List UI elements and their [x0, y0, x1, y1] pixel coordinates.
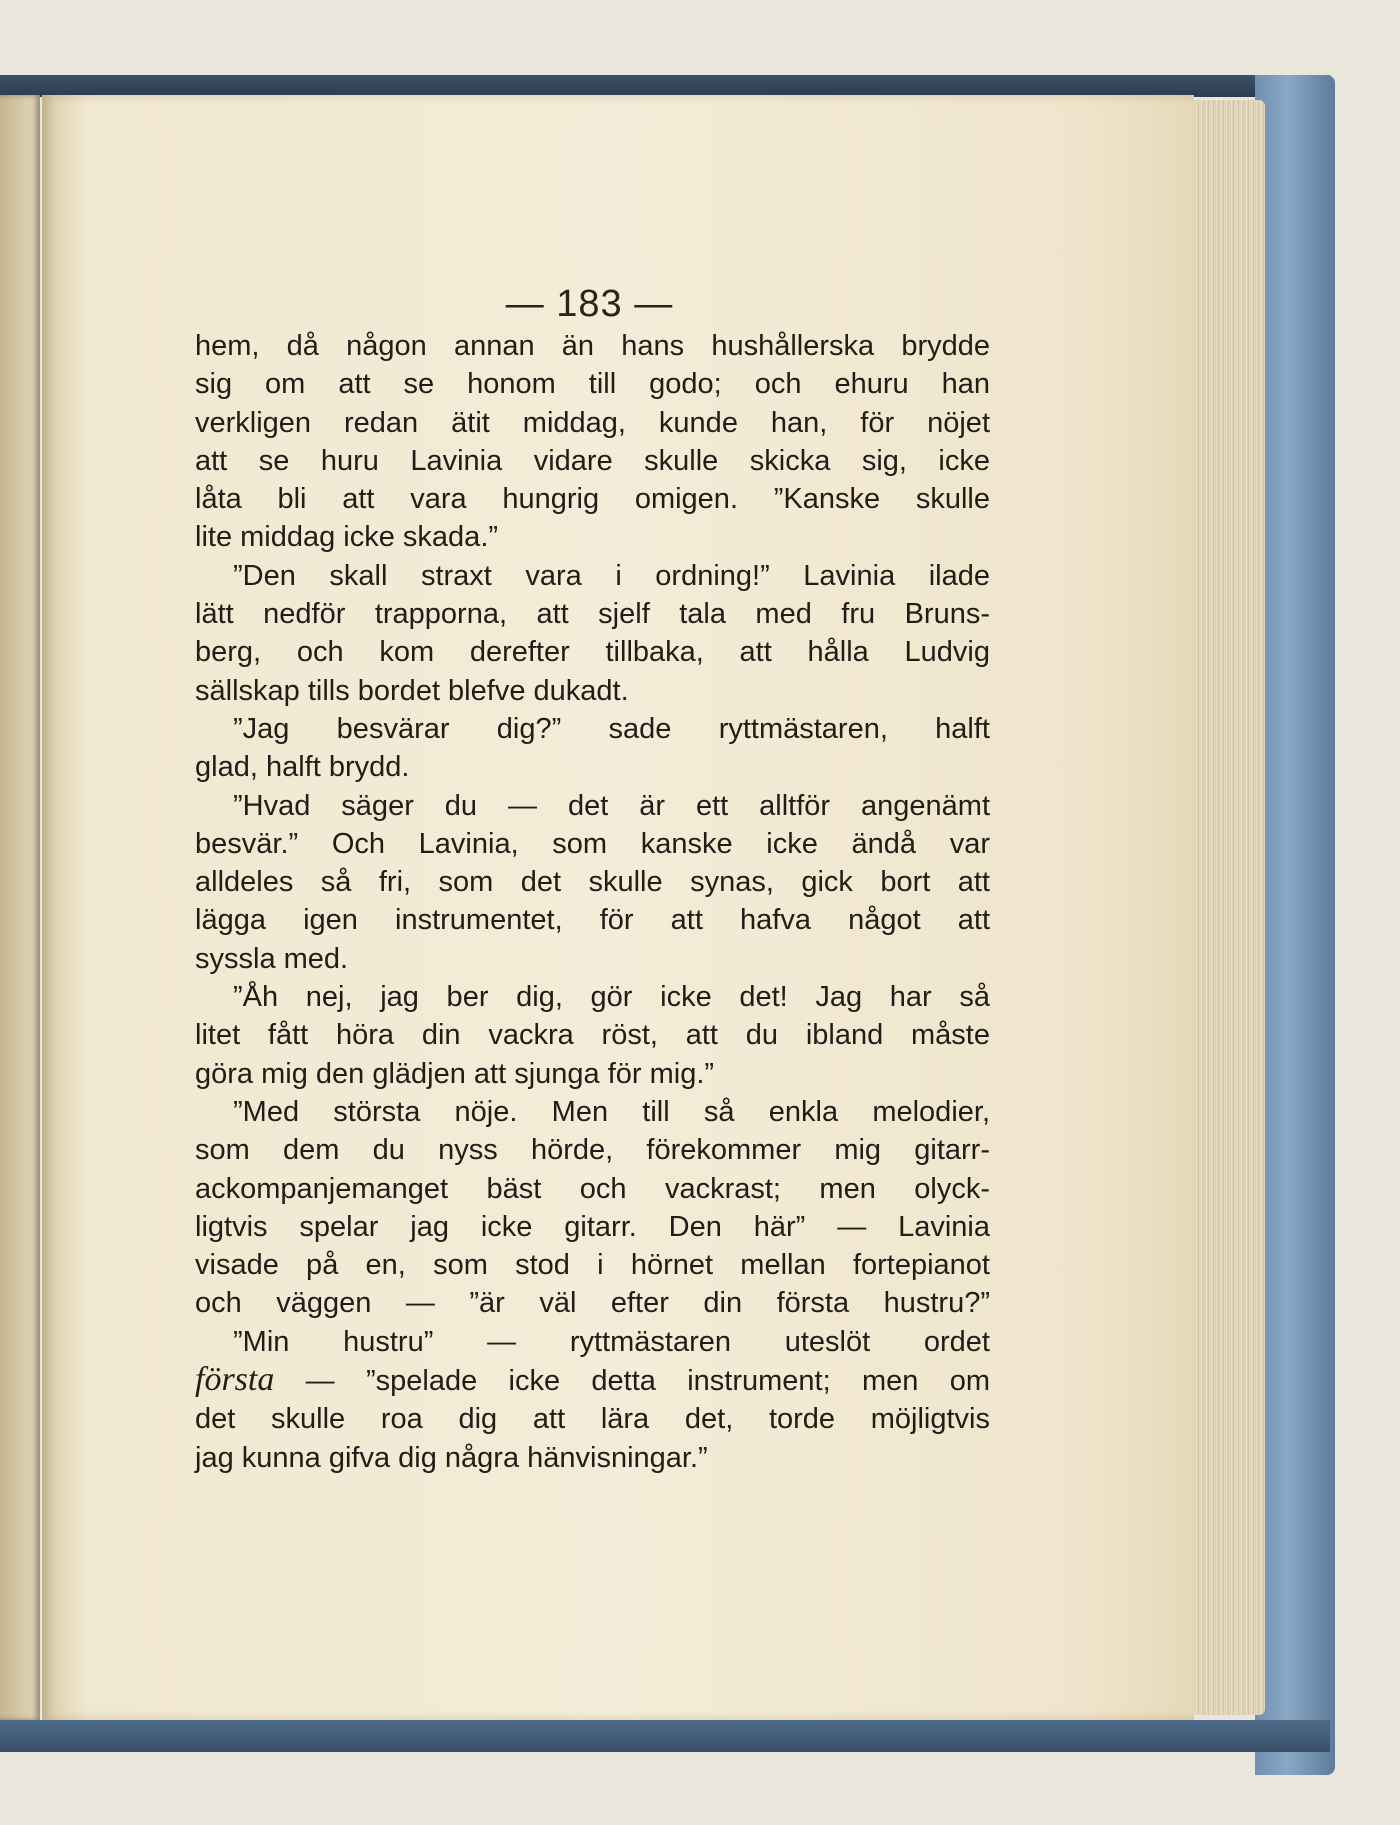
text-line: ”Den skall straxt vara i ordning!” Lavinia ilade	[233, 559, 990, 592]
book-cover-right-edge	[1255, 75, 1335, 1775]
text-line: det skulle roa dig att lära det, torde möjligtvis	[195, 1403, 990, 1436]
text-line: alldeles så fri, som det skulle synas, gick bort att	[195, 866, 990, 899]
text-line: ackompanjemanget bäst och vackrast; men olyck-	[195, 1172, 990, 1205]
text-line: ligtvis spelar jag icke gitarr. Den här” — Lavinia	[195, 1210, 990, 1243]
text-line	[195, 1361, 990, 1400]
text-line: hem, då någon annan än hans hushållerska brydde	[195, 330, 990, 362]
text-line: ”Jag besvärar dig?” sade ryttmästaren, halft	[233, 712, 990, 745]
page-number: — 183 —	[505, 283, 674, 325]
text-line: litet fått höra din vackra röst, att du ibland måste	[195, 1019, 990, 1052]
page-body	[195, 327, 990, 1477]
text-line: berg, och kom derefter tillbaka, att hålla Ludvig	[195, 636, 990, 669]
italic-word: första	[195, 1361, 275, 1399]
book-cover-top-edge	[0, 75, 1330, 97]
text-line: låta bli att vara hungrig omigen. ”Kanske skulle	[195, 483, 990, 516]
text-line-rest: — ”spelade icke detta instrument; men om	[305, 1365, 990, 1398]
text-line: lite middag icke skada.”	[195, 521, 499, 554]
text-line: sig om att se honom till godo; och ehuru han	[195, 368, 990, 401]
text-line: jag kunna gifva dig några hänvisningar.”	[195, 1441, 708, 1474]
text-line: lägga igen instrumentet, för att hafva något att	[195, 904, 990, 937]
text-line: glad, halft brydd.	[195, 751, 410, 784]
text-line: syssla med.	[195, 942, 349, 975]
text-line: visade på en, som stod i hörnet mellan fortepianot	[195, 1249, 990, 1282]
text-line: sällskap tills bordet blefve dukadt.	[195, 674, 629, 707]
text-line: att se huru Lavinia vidare skulle skicka sig, icke	[195, 444, 990, 477]
text-line: lätt nedför trapporna, att sjelf tala med fru Bruns-	[195, 598, 990, 631]
book-page	[42, 95, 1194, 1720]
text-line: ”Med största nöje. Men till så enkla melodier,	[233, 1095, 990, 1128]
text-line: som dem du nyss hörde, förekommer mig gitarr-	[195, 1134, 990, 1167]
text-line: ”Hvad säger du — det är ett alltför angenämt	[233, 789, 990, 822]
book-cover-bottom-edge	[0, 1720, 1330, 1752]
text-line: ”Min hustru” — ryttmästaren uteslöt ordet	[233, 1325, 990, 1358]
facing-page-edge	[0, 95, 40, 1720]
text-line: och väggen — ”är väl efter din första hustru?”	[195, 1287, 990, 1320]
text-line: göra mig den glädjen att sjunga för mig.”	[195, 1057, 715, 1090]
text-line: ”Åh nej, jag ber dig, gör icke det! Jag har så	[233, 981, 990, 1014]
text-line: verkligen redan ätit middag, kunde han, för nöjet	[195, 406, 990, 439]
text-line: besvär.” Och Lavinia, som kanske icke ändå var	[195, 827, 990, 860]
